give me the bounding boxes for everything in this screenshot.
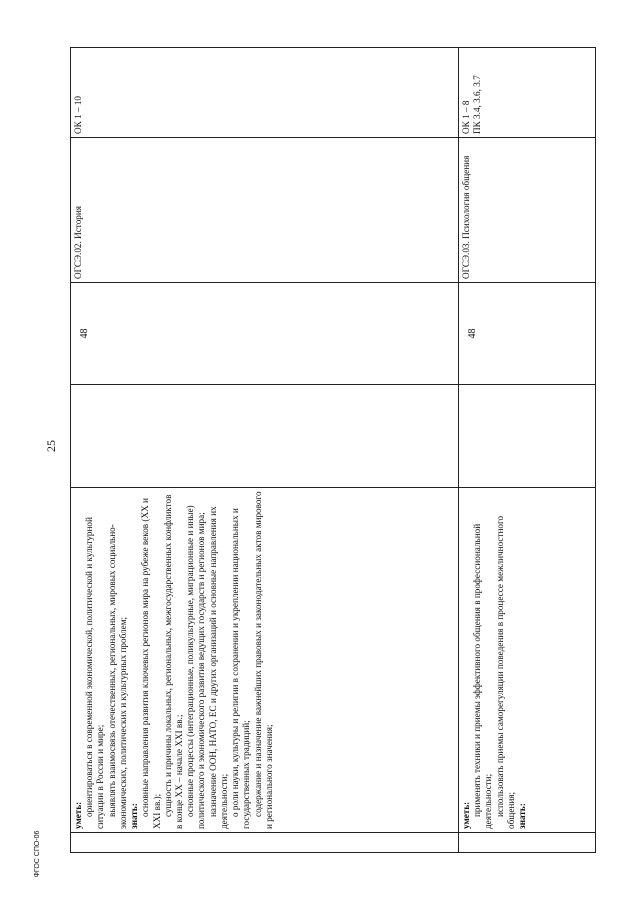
- requirement-line: сущность и причины локальных, региональных, межгосударственных конфликтов в конце XX – начале XXI вв.;: [162, 494, 184, 829]
- empty-cell: [71, 385, 459, 488]
- hours-cell: 48: [71, 283, 459, 385]
- empty-cell: [459, 385, 596, 488]
- hours-cell: 48: [459, 283, 596, 385]
- row-index-cell: [459, 833, 596, 853]
- requirement-line: использовать приемы саморегуляции поведения в процессе межличностного общения;: [494, 515, 516, 829]
- discipline-cell: ОГСЭ.02. История: [71, 138, 459, 283]
- row-index-cell: [71, 833, 459, 853]
- requirement-line: знать:: [517, 803, 528, 829]
- requirement-line: уметь:: [461, 801, 471, 829]
- discipline-cell: ОГСЭ.03. Психология общения: [459, 138, 596, 283]
- requirement-line: о роли науки, культуры и религии в сохранении и укреплении национальных и государственных традиций;: [230, 508, 252, 829]
- requirement-line: знать:: [129, 803, 140, 829]
- requirement-line: основные направления развития ключевых регионов мира на рубеже веков (XX и XXI вв.);: [140, 498, 162, 829]
- page-number: 25: [44, 440, 58, 452]
- requirement-line: основные процессы (интеграционные, поликультурные, миграционные и иные) политического и экономического развития ведущих государств и регионов мира;: [185, 505, 207, 829]
- requirements-cell: [71, 488, 459, 833]
- curriculum-table-rotated: [70, 48, 595, 853]
- table-row: [459, 48, 596, 853]
- footer-standard-code: ФГОС СПО-06: [34, 830, 41, 878]
- table-row: [71, 48, 459, 853]
- competences-cell: ОК 1 – 10: [71, 48, 459, 138]
- requirement-line: выявлять взаимосвязь отечественных, региональных, мировых социально-экономических, политических и культурных проблем;: [106, 524, 128, 829]
- requirement-line: содержание и назначение важнейших правовых и законодательных актов мирового и регионального значения;: [252, 491, 274, 829]
- requirement-line: применять техники и приемы эффективного общения в профессиональной деятельности;: [472, 523, 494, 829]
- requirements-cell: [459, 488, 596, 833]
- requirement-line: назначение ООН, НАТО, ЕС и других организаций и основные направления их деятельности;: [207, 506, 229, 829]
- competences-cell: ОК 1 – 8 ПК 3.4, 3.6, 3.7: [459, 48, 596, 138]
- requirement-line: ориентироваться в современной экономической, политической и культурной ситуации в России и мире;: [84, 517, 106, 829]
- curriculum-table: [70, 47, 596, 853]
- requirement-line: уметь:: [73, 801, 83, 829]
